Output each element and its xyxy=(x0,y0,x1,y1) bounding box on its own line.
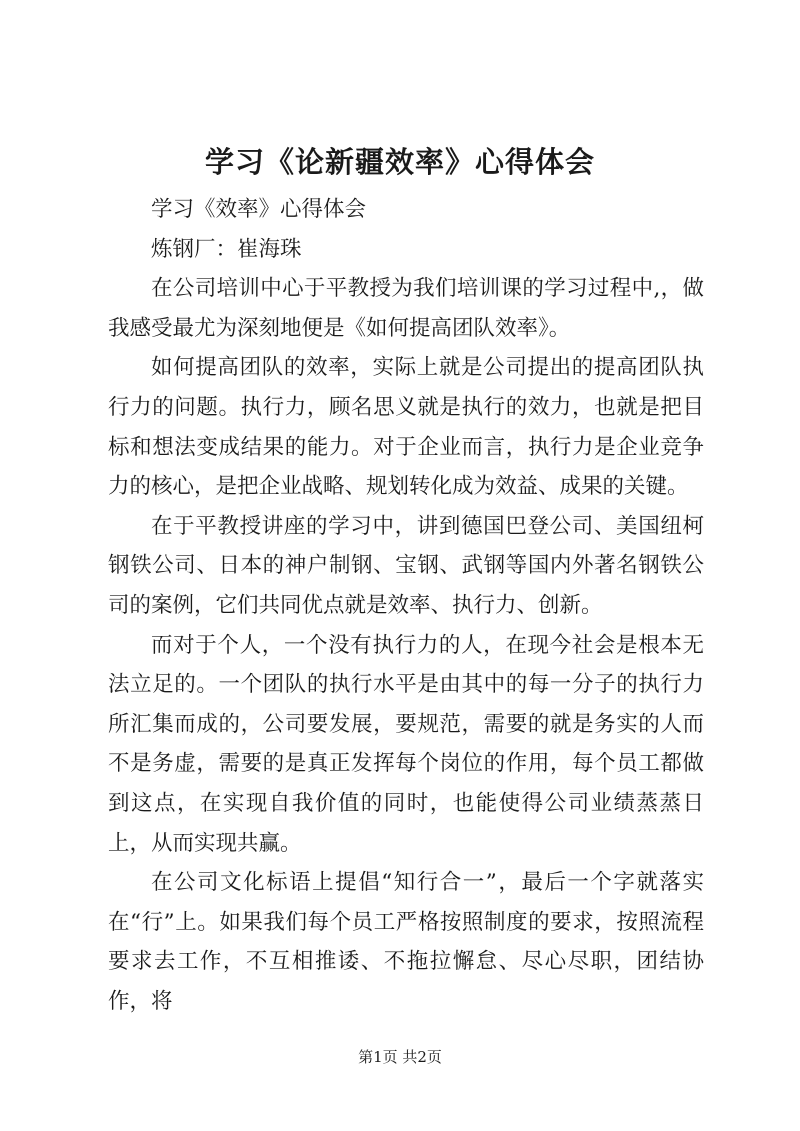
body-paragraph: 在公司文化标语上提倡“知行合一”，最后一个字就落实在“行”上。如果我们每个员工严格按照制度的要求，按照流程要求去工作，不互相推诿、不拖拉懈怠、尽心尽职，团结协作，将 xyxy=(108,870,704,1014)
document-title: 学习《论新疆效率》心得体会 xyxy=(204,145,595,179)
document-body xyxy=(108,190,704,1021)
body-paragraph: 在公司培训中心于平教授为我们培训课的学习过程中,，做我感受最尤为深刻地便是《如何提高团队效率》。 xyxy=(108,276,704,341)
body-paragraph: 如何提高团队的效率，实际上就是公司提出的提高团队执行力的问题。执行力，顾名思义就是执行的效力，也就是把目标和想法变成结果的能力。对于企业而言，执行力是企业竞争力的核心，是把企业战略、规划转化成为效益、成果的关键。 xyxy=(108,355,704,500)
author-paragraph: 炼钢厂：崔海珠 xyxy=(151,236,302,262)
body-paragraph: 在于平教授讲座的学习中，讲到德国巴登公司、美国纽柯钢铁公司、日本的神户制钢、宝钢、武钢等国内外著名钢铁公司的案例，它们共同优点就是效率、执行力、创新。 xyxy=(108,513,704,618)
body-paragraph: 而对于个人，一个没有执行力的人，在现今社会是根本无法立足的。一个团队的执行水平是由其中的每一分子的执行力所汇集而成的，公司要发展，要规范，需要的就是务实的人而不是务虚，需要的是真正发挥每个岗位的作用，每个员工都做到这点，在实现自我价值的同时，也能使得公司业绩蒸蒸日上，从而实现共赢。 xyxy=(108,632,704,856)
subtitle-paragraph: 学习《效率》心得体会 xyxy=(151,197,367,222)
page-number-footer: 第1页 共2页 xyxy=(358,1048,442,1066)
